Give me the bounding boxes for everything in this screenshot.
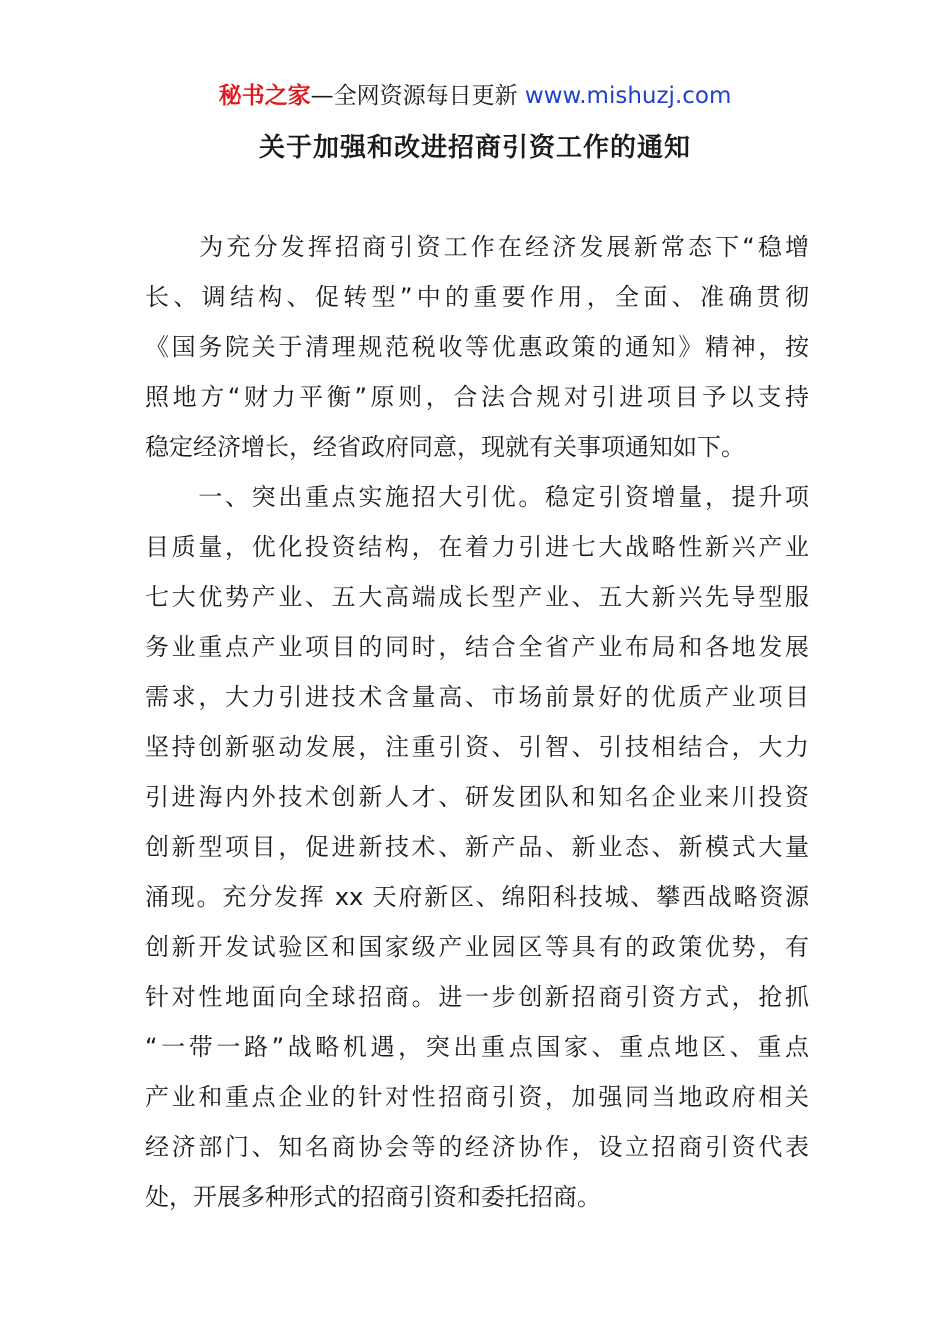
body-line: 创新型项目，促进新技术、新产品、新业态、新模式大量: [145, 833, 809, 861]
body-line: 涌现。充分发挥 xx 天府新区、绵阳科技城、攀西战略资源: [145, 883, 809, 911]
site-url-link[interactable]: www.mishuzj.com: [524, 83, 732, 109]
body-line: 产业和重点企业的针对性招商引资，加强同当地政府相关: [145, 1083, 809, 1111]
body-line: 七大优势产业、五大高端成长型产业、五大新兴先导型服: [145, 583, 809, 611]
body-line: 务业重点产业项目的同时，结合全省产业布局和各地发展: [145, 633, 809, 661]
body-line: 《国务院关于清理规范税收等优惠政策的通知》精神，按: [145, 333, 809, 361]
header-tagline: —全网资源每日更新: [310, 83, 518, 109]
body-line: 稳定经济增长，经省政府同意，现就有关事项通知如下。: [145, 433, 745, 461]
body-line: 照地方“财力平衡”原则，合法合规对引进项目予以支持: [145, 383, 809, 411]
body-line: 经济部门、知名商协会等的经济协作，设立招商引资代表: [145, 1133, 809, 1161]
body-line: 针对性地面向全球招商。进一步创新招商引资方式，抢抓: [145, 983, 809, 1011]
body-line: 长、调结构、促转型”中的重要作用，全面、准确贯彻: [145, 283, 809, 311]
body-line: 坚持创新驱动发展，注重引资、引智、引技相结合，大力: [145, 733, 809, 761]
body-line: 为充分发挥招商引资工作在经济发展新常态下“稳增: [145, 233, 809, 261]
brand-name: 秘书之家: [218, 83, 311, 109]
document-body: [145, 222, 809, 1222]
body-line: 创新开发试验区和国家级产业园区等具有的政策优势，有: [145, 933, 809, 961]
body-line: 一、突出重点实施招大引优。稳定引资增量，提升项: [145, 483, 809, 511]
body-line: “一带一路”战略机遇，突出重点国家、重点地区、重点: [145, 1033, 809, 1061]
body-line: 目质量，优化投资结构，在着力引进七大战略性新兴产业: [145, 533, 809, 561]
site-header: [0, 78, 950, 114]
body-line: 引进海内外技术创新人才、研发团队和知名企业来川投资: [145, 783, 809, 811]
document-title: 关于加强和改进招商引资工作的通知: [258, 133, 691, 163]
body-line: 需求，大力引进技术含量高、市场前景好的优质产业项目: [145, 683, 809, 711]
body-line: 处，开展多种形式的招商引资和委托招商。: [145, 1183, 601, 1211]
